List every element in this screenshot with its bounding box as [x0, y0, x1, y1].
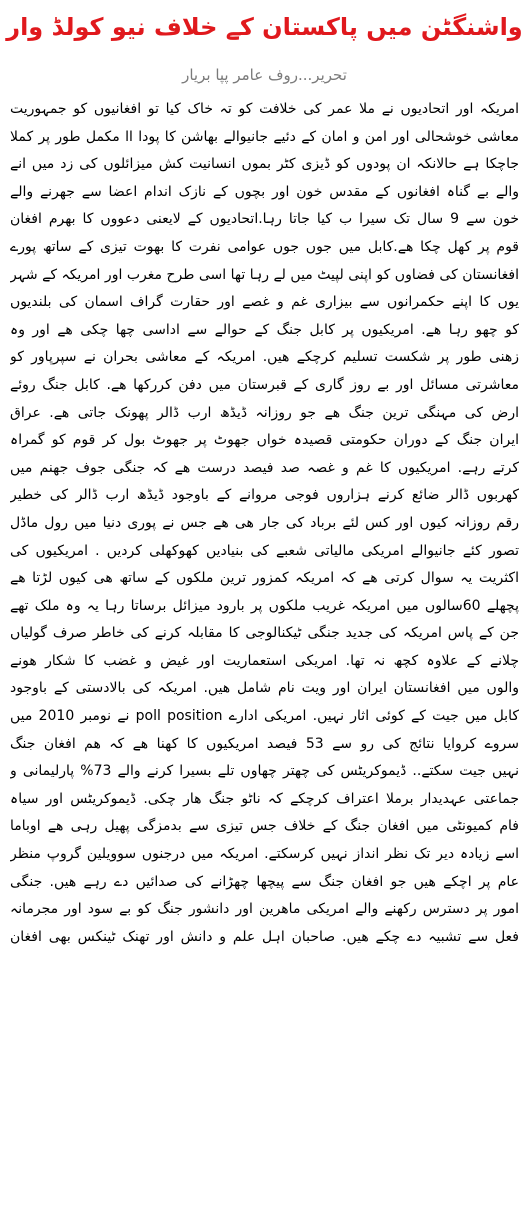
- article-body: [10, 96, 519, 951]
- article-line: کابل میں جیت کے کوئی اثار نہیں. امریکی ادارے poll position نے نومبر 2010 میں: [10, 708, 519, 725]
- article-line: کو چھو رہا ھے. امریکیوں پر کابل جنگ کے حوالے سے اداسی چھا چکی ھے اور وہ: [10, 321, 519, 338]
- article-line: یوں کا اپنے حکمرانوں سے بیزاری غم و غصے اور حقارت گراف اسمان کی بلندیوں: [10, 294, 519, 311]
- article-line: افغانستان کی فضاوں کو اپنی لپیٹ میں لے رہا تھا اسی طرح مغرب اور امریکہ کے شہر: [10, 266, 519, 283]
- article-line: خون سے 9 سال تک سیرا ب کیا جاتا رہا.اتحادیوں کے لایعنی دعووں کا بھرم افغان: [10, 211, 519, 228]
- article-line: قوم پر کھل چکا ھے.کابل میں جوں جوں عوامی نفرت کا بھوت تیزی کے ساتھ پورے: [10, 238, 519, 255]
- article-byline: تحریر...روف عامر پپا بریار: [182, 66, 347, 84]
- article-line: تصور کئے جانیوالے امریکی مالیاتی شعبے کی بنیادیں کھوکھلی کردیں . امریکیوں کی: [10, 542, 519, 559]
- article-line: جاچکا ہے حالانکہ ان پودوں کو ڈیزی کٹر بموں انسانیت کش میزائلوں کی زد میں انے: [10, 156, 519, 173]
- article-line: ارض کی مہنگی ترین جنگ ھے جو روزانہ ڈیڈھ ارب ڈالر پھونک جاتی ھے. عراق: [10, 404, 519, 421]
- article-line: اسے زیادہ دیر تک نظر انداز نہیں کرسکتے. امریکہ میں درجنوں سوویلین گروپ منظر: [10, 846, 519, 863]
- article-line: معاشرتی مسائل اور بے روز گاری کے قبرستان میں دفن کررکھا ھے. کابل جنگ روئے: [10, 376, 519, 393]
- article-line: امور پر دسترس رکھنے والے امریکی ماھرین اور دانشور جنگ کو بے سود اور مجرمانہ: [10, 901, 519, 918]
- article-line: رقم روزانہ کیوں اور کس لئے برباد کی جار ھی ھے جس نے پوری دنیا میں رول ماڈل: [10, 514, 519, 531]
- article-line: جماعتی عہدیدار برملا اعتراف کرچکے کہ ناٹو جنگ ھار چکی. ڈیموکریٹس اور سیاہ: [10, 790, 519, 807]
- article-line: کرتے رہے. امریکیوں کا غم و غصہ صد فیصد درست ھے کہ جنگی جوف جھنم میں: [10, 459, 519, 476]
- article-line: نہیں جیت سکتے.. ڈیموکریٹس کی چھتر چھاوں تلے بسیرا کرنے والے 73% پارلیمانی و: [10, 763, 519, 780]
- article-line: اکثریت یہ سوال کرتی ھے کہ امریکہ کمزور ترین ملکوں کے ساتھ ھی کیوں لڑتا ھے: [10, 570, 519, 587]
- article-line: امریکہ اور اتحادیوں نے ملا عمر کی خلافت کو تہ خاک کیا تو افغانیوں کو جمہوریت: [10, 101, 519, 117]
- article-title: واشنگٹن میں پاکستان کے خلاف نیو کولڈ وار: [6, 13, 523, 41]
- article-line: فام کمیونٹی میں افغان جنگ کے خلاف جس تیزی سے بدمزگی پھیل رہی ھے اوباما: [10, 818, 519, 835]
- article-line: کھربوں ڈالر ضائع کرنے ہزاروں فوجی مروانے کے باوجود ڈیڈھ ارب ڈالر کی خطیر: [10, 487, 519, 504]
- article-line: ایران جنگ کے دوران حکومتی قصیدہ خواں جھوٹ پر جھوٹ بول کر قوم کو گمراہ: [10, 432, 519, 449]
- article-line: والوں میں افغانستان ایران اور ویت نام شامل ھیں. امریکہ کی بالادستی کے باوجود: [10, 680, 519, 697]
- article-line: چلانے کے علاوہ کچھ نہ تھا. امریکی استعماریت اور غیض و غضب کا شکار ھونے: [10, 652, 519, 669]
- article-line: والے بے گناہ افغانوں کے مقدس خون اور بچوں کے نازک اندام اعضا سے جھرنے والے: [10, 183, 519, 200]
- article-line: سروے کروایا نتائج کی رو سے 53 فیصد امریکیوں کا کھنا ھے کہ ھم افغان جنگ: [10, 735, 519, 752]
- article-line: جن کے پاس امریکہ کی جدید جنگی ٹیکنالوجی کا مقابلہ کرنے کی خاطر صرف گولیاں: [10, 625, 519, 642]
- article-line: پچھلے 60سالوں میں امریکہ غریب ملکوں پر بارود میزائل برساتا رہا یہ وہ ملک تھے: [10, 597, 519, 614]
- article-line: معاشی خوشحالی اور امن و امان کے دئیے جانیوالے بھاشن کا پودا اا مکمل طور پر کملا: [10, 128, 519, 145]
- article-line: زھنی طور پر شکست تسلیم کرچکے ھیں. امریکہ کے معاشی بحران نے سپرپاور کو: [10, 349, 519, 366]
- article-line: فعل سے تشبیہ دے چکے ھیں. صاحبان اہل علم و دانش اور تھنک ٹینکس بھی افغان: [10, 928, 519, 945]
- article-line: عام پر اچکے ھیں جو افغان جنگ سے پیچھا چھڑانے کی صدائیں دے رہے ھیں. جنگی: [10, 873, 519, 890]
